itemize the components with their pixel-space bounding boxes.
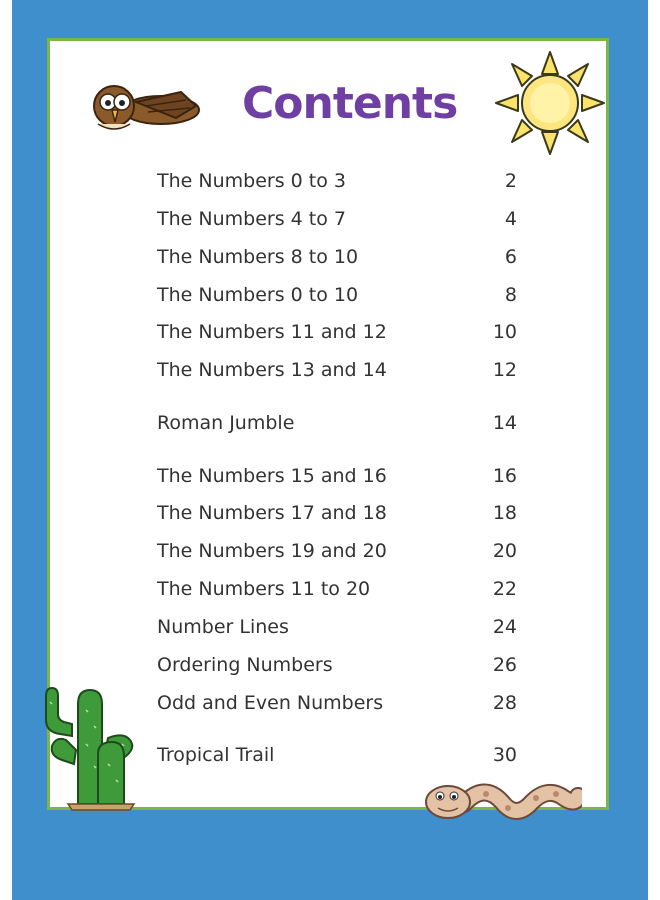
cactus-icon: [38, 680, 148, 812]
entry-label: The Numbers 11 to 20: [157, 578, 371, 600]
list-item[interactable]: [157, 463, 517, 489]
list-item[interactable]: [157, 244, 517, 270]
snake-icon: [424, 776, 582, 830]
list-item[interactable]: [157, 319, 517, 345]
list-item[interactable]: [157, 576, 517, 602]
sun-icon: [494, 50, 606, 156]
entry-page: 16: [492, 465, 517, 487]
entry-label: The Numbers 0 to 3: [157, 170, 346, 192]
list-item[interactable]: [157, 410, 517, 436]
entry-page: 12: [492, 359, 517, 381]
list-item[interactable]: [157, 614, 517, 640]
entry-label: Roman Jumble: [157, 412, 295, 434]
entry-page: 30: [492, 744, 517, 766]
entry-page: 18: [492, 502, 517, 524]
owl-icon: [86, 82, 204, 138]
entry-label: The Numbers 19 and 20: [157, 540, 387, 562]
list-item[interactable]: [157, 282, 517, 308]
entry-label: The Numbers 8 to 10: [157, 246, 359, 268]
entry-page: 28: [492, 692, 517, 714]
entry-label: The Numbers 13 and 14: [157, 359, 387, 381]
list-item[interactable]: [157, 652, 517, 678]
entry-label: Ordering Numbers: [157, 654, 333, 676]
entry-page: 24: [492, 616, 517, 638]
list-item[interactable]: [157, 690, 517, 716]
entry-page: 6: [504, 246, 517, 268]
entry-label: The Numbers 0 to 10: [157, 284, 359, 306]
list-item[interactable]: [157, 742, 517, 768]
list-item[interactable]: [157, 357, 517, 383]
entry-label: Odd and Even Numbers: [157, 692, 384, 714]
list-item[interactable]: [157, 168, 517, 194]
entry-label: Number Lines: [157, 616, 289, 638]
entry-label: The Numbers 15 and 16: [157, 465, 387, 487]
entry-page: 22: [492, 578, 517, 600]
entry-page: 8: [504, 284, 517, 306]
entry-page: 26: [492, 654, 517, 676]
page-title: Contents: [242, 78, 458, 129]
list-item[interactable]: [157, 500, 517, 526]
entry-label: The Numbers 11 and 12: [157, 321, 387, 343]
entry-page: 20: [492, 540, 517, 562]
entry-page: 14: [492, 412, 517, 434]
list-item[interactable]: [157, 538, 517, 564]
entry-label: The Numbers 4 to 7: [157, 208, 346, 230]
entry-page: 4: [504, 208, 517, 230]
entry-label: Tropical Trail: [157, 744, 275, 766]
list-item[interactable]: [157, 206, 517, 232]
entry-label: The Numbers 17 and 18: [157, 502, 387, 524]
entry-page: 10: [492, 321, 517, 343]
entry-page: 2: [504, 170, 517, 192]
